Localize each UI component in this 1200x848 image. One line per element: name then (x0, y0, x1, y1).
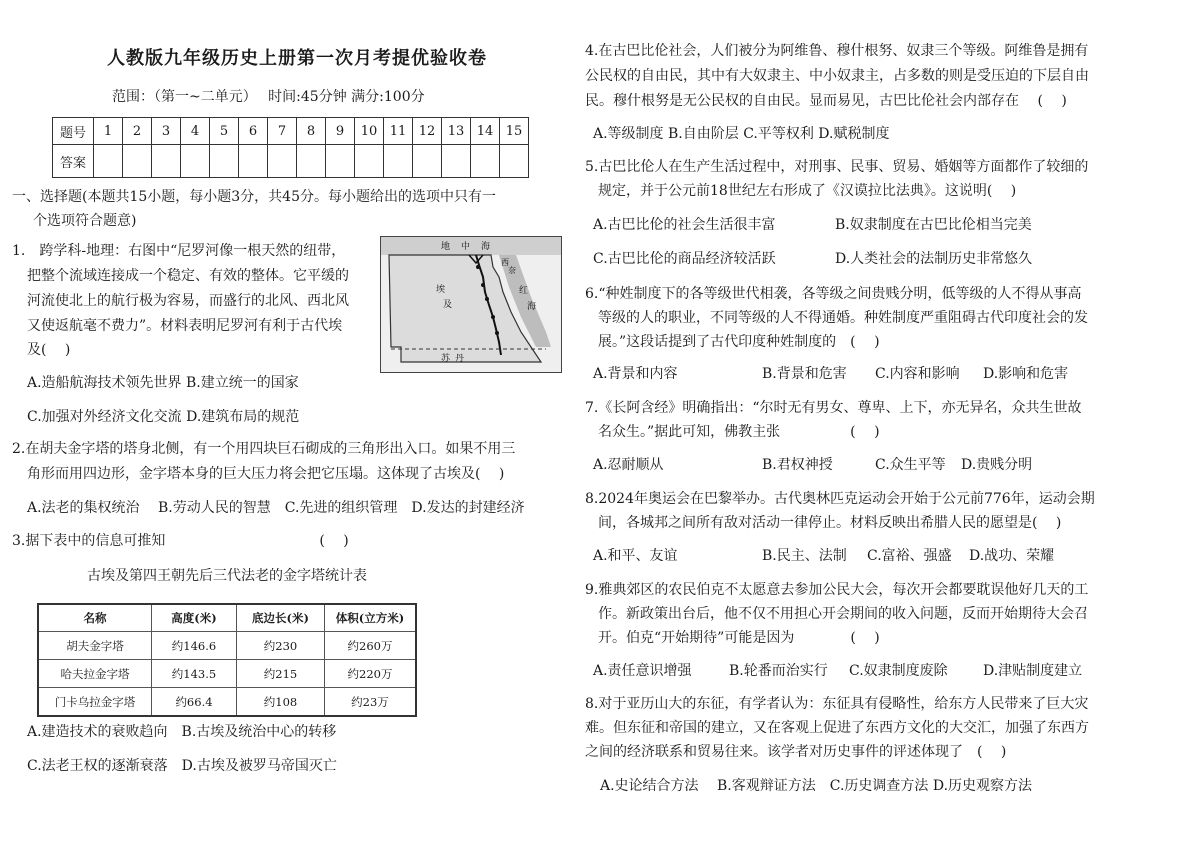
question-number-cell: 6 (239, 118, 268, 145)
q8-line: 8.2024年奥运会在巴黎举办。古代奥林匹克运动会开始于公元前776年，运动会期 (585, 491, 1095, 507)
table-cell: 胡夫金字塔 (38, 632, 152, 660)
table-cell: 约260万 (325, 632, 417, 660)
q6-line: 展。”这段话提到了古代印度种姓制度的 ( ) (598, 334, 880, 350)
q1-line: 河流使北上的航行极为容易，而盛行的北风、西北风 (27, 293, 349, 309)
answer-cell[interactable] (442, 145, 471, 178)
q9-option-d: D.津贴制度建立 (983, 663, 1083, 679)
q8-line: 间，各城邦之间所有敌对活动一律停止。材料反映出希腊人民的愿望是( ) (598, 515, 1062, 531)
table-cell: 约215 (237, 660, 325, 688)
answer-cell[interactable] (384, 145, 413, 178)
table-cell: 约230 (237, 632, 325, 660)
question-number-cell: 14 (471, 118, 500, 145)
q9-line: 9.雅典郊区的农民伯克不太愿意去参加公民大会，每次开会都要耽误他好几天的工 (585, 582, 1089, 598)
table-cell: 约220万 (325, 660, 417, 688)
section-heading-line-1: 一、选择题(本题共15小题，每小题3分，共45分。每小题给出的选项中只有一 (12, 189, 496, 205)
q1-line: 1. 跨学科-地理：右图中“尼罗河像一根天然的纽带， (12, 243, 346, 259)
q6-option-d: D.影响和危害 (983, 366, 1069, 382)
answer-cell[interactable] (471, 145, 500, 178)
table-header-cell: 名称 (38, 604, 152, 632)
nile-map (380, 236, 562, 373)
answer-cell[interactable] (500, 145, 529, 178)
q8-option-b: B.民主、法制 (762, 548, 847, 564)
exam-scope: 范围：（第一~二单元） 时间:45分钟 满分:100分 (112, 89, 425, 105)
map-label: 丹 (455, 354, 465, 364)
question-number-cell: 11 (384, 118, 413, 145)
answer-table-header-row (53, 118, 529, 145)
section-heading-line-2: 个选项符合题意) (33, 213, 137, 229)
question-number-cell: 15 (500, 118, 529, 145)
q4-options: A.等级制度 B.自由阶层 C.平等权利 D.赋税制度 (593, 126, 890, 142)
question-number-cell: 2 (123, 118, 152, 145)
answer-cell[interactable] (355, 145, 384, 178)
q10-line: 之间的经济联系和贸易往来。该学者对历史事件的评述体现了 ( ) (585, 744, 1007, 760)
q7-option-d: D.贵贱分明 (961, 457, 1033, 473)
table-cell: 约143.5 (152, 660, 237, 688)
city-marker (476, 265, 480, 269)
table-cell: 哈夫拉金字塔 (38, 660, 152, 688)
map-label: 红 (519, 286, 529, 296)
map-label: 地 (441, 242, 451, 252)
question-number-cell: 12 (413, 118, 442, 145)
mediterranean-sea-area (381, 237, 561, 255)
q4-line: 公民权的自由民，其中有大奴隶主、中小奴隶主，占多数的则是受压迫的下层自由 (585, 68, 1089, 84)
pyramid-statistics-table (37, 603, 417, 717)
q5-option-a: A.古巴比伦的社会生活很丰富 (593, 217, 776, 233)
answer-cell[interactable] (297, 145, 326, 178)
city-marker (485, 297, 489, 301)
q6-option-a: A.背景和内容 (593, 366, 678, 382)
question-number-cell: 8 (297, 118, 326, 145)
answer-cell[interactable] (152, 145, 181, 178)
q9-option-c: C.奴隶制度废除 (849, 663, 948, 679)
table-header-cell: 高度(米) (152, 604, 237, 632)
q6-option-c: C.内容和影响 (875, 366, 960, 382)
q7-line: 7.《长阿含经》明确指出：“尔时无有男女、尊卑、上下，亦无异名，众共生世故 (585, 400, 1082, 416)
map-label: 海 (481, 242, 491, 252)
map-label: 奈 (508, 266, 516, 275)
q1-options-ab: A.造船航海技术领先世界 B.建立统一的国家 (27, 375, 299, 391)
answer-table-answer-row (53, 145, 529, 178)
city-marker (481, 283, 485, 287)
q1-line: 把整个流域连接成一个稳定、有效的整体。它平缓的 (27, 268, 349, 284)
q1-line: 及( ) (27, 342, 71, 358)
q1-line: 又使返航毫不费力”。材料表明尼罗河有利于古代埃 (27, 318, 343, 334)
table-cell: 约66.4 (152, 688, 237, 717)
q9-line: 开。伯克“开始期待”可能是因为 ( ) (598, 630, 880, 646)
egypt-map-graphic (381, 237, 561, 372)
q4-line: 民。穆什根努是无公民权的自由民。显而易见，古巴比伦社会内部存在 ( ) (585, 93, 1067, 109)
q3-table-title: 古埃及第四王朝先后三代法老的金字塔统计表 (87, 568, 367, 584)
city-marker (495, 331, 499, 335)
q3-options-ab: A.建造技术的衰败趋向 B.古埃及统治中心的转移 (27, 724, 337, 740)
answer-table-row-label: 题号 (53, 118, 94, 145)
map-label: 中 (461, 242, 471, 252)
answer-cell[interactable] (239, 145, 268, 178)
q3-options-cd: C.法老王权的逐渐衰落 D.古埃及被罗马帝国灭亡 (27, 758, 337, 774)
table-cell: 约23万 (325, 688, 417, 717)
table-cell: 门卡乌拉金字塔 (38, 688, 152, 717)
answer-cell[interactable] (268, 145, 297, 178)
map-label: 苏 (441, 354, 451, 364)
table-row (38, 632, 416, 660)
q7-option-b: B.君权神授 (762, 457, 833, 473)
q2-line: 2.在胡夫金字塔的塔身北侧，有一个用四块巨石砌成的三角形出入口。如果不用三 (12, 441, 516, 457)
question-number-cell: 1 (94, 118, 123, 145)
q7-option-a: A.忍耐顺从 (593, 457, 664, 473)
q10-line: 难。但东征和帝国的建立，又在客观上促进了东西方文化的大交汇，加强了东西方 (585, 720, 1089, 736)
question-number-cell: 10 (355, 118, 384, 145)
question-number-cell: 9 (326, 118, 355, 145)
q5-line: 规定，并于公元前18世纪左右形成了《汉谟拉比法典》。这说明( ) (598, 183, 1017, 199)
answer-cell[interactable] (326, 145, 355, 178)
answer-table-row-label: 答案 (53, 145, 94, 178)
q5-option-d: D.人类社会的法制历史非常悠久 (835, 251, 1033, 267)
map-label: 海 (527, 302, 537, 312)
q10-options: A.史论结合方法 B.客观辩证方法 C.历史调查方法 D.历史观察方法 (600, 778, 1033, 794)
q5-line: 5.古巴比伦人在生产生活过程中，对刑事、民事、贸易、婚姻等方面都作了较细的 (585, 159, 1089, 175)
q8-option-c: C.富裕、强盛 (867, 548, 952, 564)
map-label: 及 (443, 300, 453, 310)
q6-option-b: B.背景和危害 (762, 366, 847, 382)
q9-line: 作。新政策出台后，他不仅不用担心开会期间的收入问题，反而开始期待大会召 (598, 606, 1088, 622)
q7-option-c: C.众生平等 (875, 457, 946, 473)
q6-line: 6.“种姓制度下的各等级世代相袭，各等级之间贵贱分明，低等级的人不得从事高 (585, 286, 1082, 302)
question-number-cell: 13 (442, 118, 471, 145)
q2-line: 角形而用四边形，金字塔本身的巨大压力将会把它压塌。这体现了古埃及( ) (27, 466, 505, 482)
q1-options-cd: C.加强对外经济文化交流 D.建筑布局的规范 (27, 409, 300, 425)
q5-option-c: C.古巴比伦的商品经济较活跃 (593, 251, 776, 267)
table-row (38, 688, 416, 717)
q4-line: 4.在古巴比伦社会，人们被分为阿维鲁、穆什根努、奴隶三个等级。阿维鲁是拥有 (585, 43, 1089, 59)
table-cell: 约146.6 (152, 632, 237, 660)
q3-stem: 3.据下表中的信息可推知 ( ) (12, 533, 349, 549)
question-number-cell: 7 (268, 118, 297, 145)
exam-title: 人教版九年级历史上册第一次月考提优验收卷 (107, 48, 487, 69)
answer-cell[interactable] (413, 145, 442, 178)
question-number-cell: 4 (181, 118, 210, 145)
table-header-cell: 底边长(米) (237, 604, 325, 632)
q8-option-a: A.和平、友谊 (593, 548, 678, 564)
map-label: 埃 (436, 285, 446, 295)
table-header-row (38, 604, 416, 632)
q2-options: A.法老的集权统治 B.劳动人民的智慧 C.先进的组织管理 D.发达的封建经济 (27, 500, 525, 516)
table-row (38, 660, 416, 688)
question-number-cell: 3 (152, 118, 181, 145)
q5-option-b: B.奴隶制度在古巴比伦相当完美 (835, 217, 1032, 233)
city-marker (491, 315, 495, 319)
q6-line: 等级的人的职业，不同等级的人不得通婚。种姓制度严重阻碍古代印度社会的发 (598, 310, 1088, 326)
answer-cell[interactable] (181, 145, 210, 178)
q7-line: 名众生。”据此可知，佛教主张 ( ) (598, 424, 880, 440)
map-label: 西 (501, 258, 509, 267)
answer-cell[interactable] (94, 145, 123, 178)
question-number-cell: 5 (210, 118, 239, 145)
q10-line: 8.对于亚历山大的东征，有学者认为：东征具有侵略性，给东方人民带来了巨大灾 (585, 696, 1089, 712)
answer-cell[interactable] (123, 145, 152, 178)
table-header-cell: 体积(立方米) (325, 604, 417, 632)
table-cell: 约108 (237, 688, 325, 717)
q8-option-d: D.战功、荣耀 (969, 548, 1055, 564)
answer-cell[interactable] (210, 145, 239, 178)
answer-table (52, 117, 529, 178)
q9-option-b: B.轮番而治实行 (729, 663, 828, 679)
q9-option-a: A.责任意识增强 (593, 663, 692, 679)
